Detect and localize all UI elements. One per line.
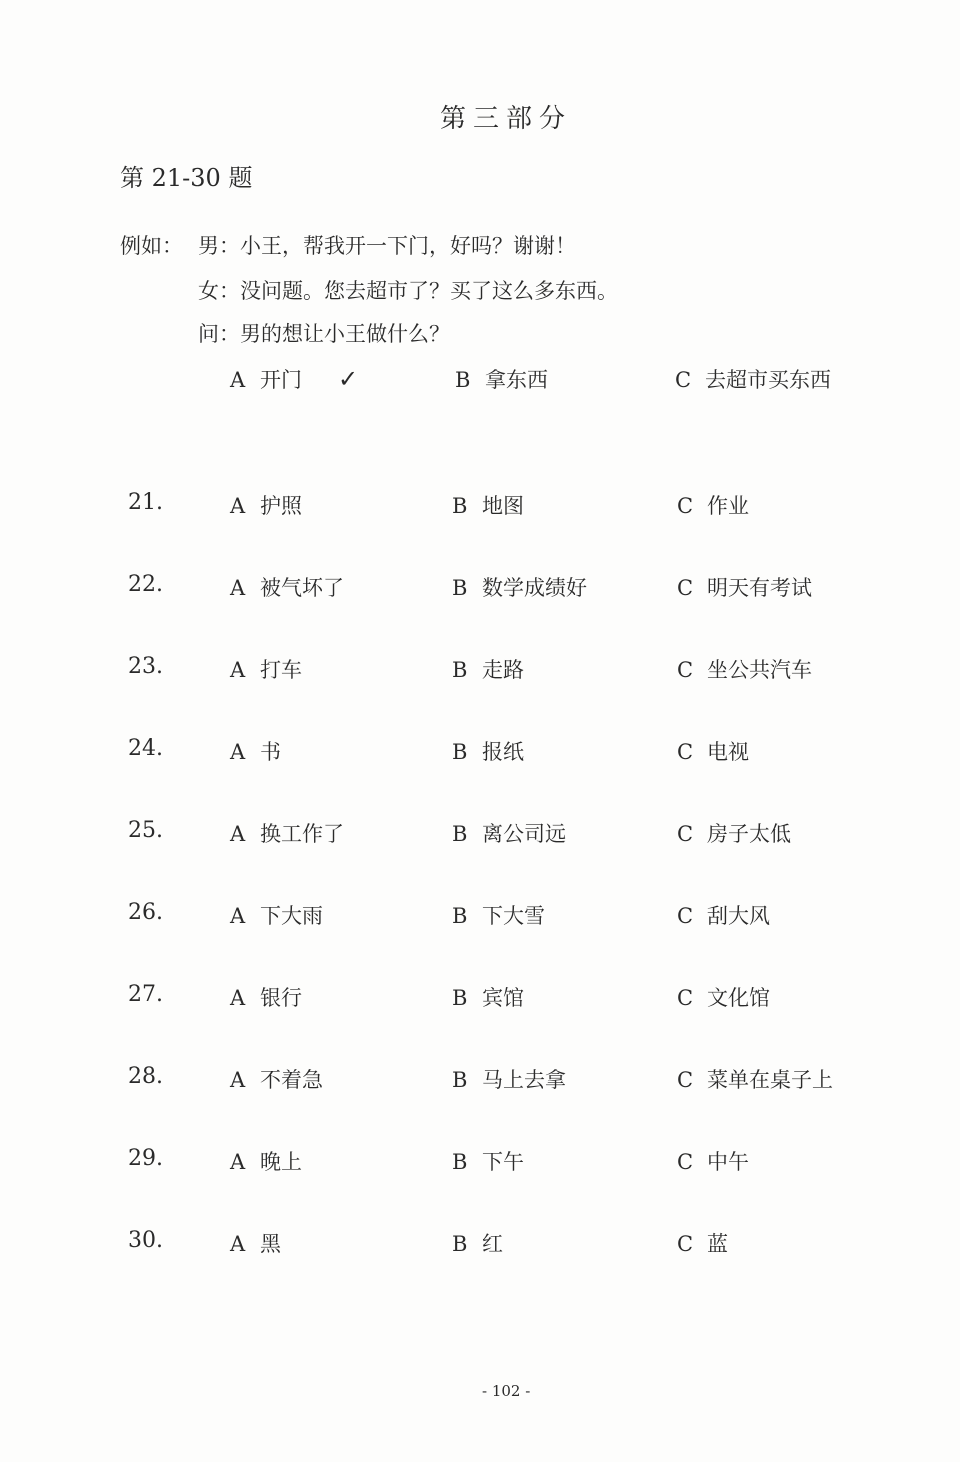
option-letter: B bbox=[452, 1232, 468, 1256]
option-letter: B bbox=[455, 368, 471, 392]
option-text: 被气坏了 bbox=[260, 576, 344, 600]
option-text: 下大雪 bbox=[482, 904, 545, 928]
option-text: 不着急 bbox=[260, 1068, 323, 1092]
option-a bbox=[230, 736, 281, 766]
option-b bbox=[452, 1146, 524, 1176]
option-letter: B bbox=[452, 1150, 468, 1174]
option-text: 宾馆 bbox=[482, 986, 524, 1010]
option-letter: B bbox=[452, 904, 468, 928]
option-text: 银行 bbox=[260, 986, 302, 1010]
option-c bbox=[677, 900, 770, 930]
option-c bbox=[677, 1064, 833, 1094]
option-text: 离公司远 bbox=[482, 822, 566, 846]
option-b bbox=[452, 982, 524, 1012]
option-text: 下午 bbox=[482, 1150, 524, 1174]
option-a bbox=[230, 654, 302, 684]
option-letter: A bbox=[230, 1150, 246, 1174]
option-letter: A bbox=[230, 822, 246, 846]
option-c bbox=[677, 490, 749, 520]
option-c bbox=[677, 818, 791, 848]
option-text: 刮大风 bbox=[707, 904, 770, 928]
option-letter: C bbox=[677, 1232, 694, 1256]
option-letter: C bbox=[677, 658, 694, 682]
option-text: 书 bbox=[260, 740, 281, 764]
question-number: 28. bbox=[128, 1064, 163, 1089]
option-c bbox=[677, 1228, 728, 1258]
option-letter: B bbox=[452, 740, 468, 764]
option-a bbox=[230, 572, 344, 602]
option-letter: A bbox=[230, 904, 246, 928]
option-letter: A bbox=[230, 494, 246, 518]
option-text: 拿东西 bbox=[485, 368, 548, 392]
option-letter: B bbox=[452, 822, 468, 846]
option-b bbox=[452, 818, 566, 848]
option-text: 作业 bbox=[707, 494, 749, 518]
option-c bbox=[677, 572, 812, 602]
option-c bbox=[677, 736, 749, 766]
option-letter: A bbox=[230, 1068, 246, 1092]
question-number: 23. bbox=[128, 654, 163, 679]
option-letter: C bbox=[677, 822, 694, 846]
option-letter: B bbox=[452, 1068, 468, 1092]
example-option-b bbox=[455, 364, 548, 394]
option-text: 去超市买东西 bbox=[705, 368, 831, 392]
option-letter: A bbox=[230, 368, 246, 392]
example-option-c bbox=[675, 364, 831, 394]
question-range: 第 21-30 题 bbox=[120, 164, 253, 192]
example-line-3: 问：男的想让小王做什么？ bbox=[198, 322, 450, 346]
option-letter: B bbox=[452, 658, 468, 682]
option-text: 走路 bbox=[482, 658, 524, 682]
option-text: 马上去拿 bbox=[482, 1068, 566, 1092]
option-letter: C bbox=[677, 740, 694, 764]
option-text: 护照 bbox=[260, 494, 302, 518]
option-a bbox=[230, 982, 302, 1012]
option-a bbox=[230, 818, 344, 848]
option-text: 晚上 bbox=[260, 1150, 302, 1174]
example-line-1: 男：小王，帮我开一下门，好吗？谢谢！ bbox=[198, 234, 576, 258]
option-text: 中午 bbox=[707, 1150, 749, 1174]
option-a bbox=[230, 1064, 323, 1094]
option-letter: C bbox=[677, 494, 694, 518]
question-number: 26. bbox=[128, 900, 163, 925]
option-a bbox=[230, 1228, 281, 1258]
option-text: 明天有考试 bbox=[707, 576, 812, 600]
option-text: 报纸 bbox=[482, 740, 524, 764]
example-line-2: 女：没问题。您去超市了？买了这么多东西。 bbox=[198, 279, 618, 303]
option-letter: B bbox=[452, 576, 468, 600]
option-letter: C bbox=[677, 576, 694, 600]
option-letter: C bbox=[677, 1150, 694, 1174]
option-text: 电视 bbox=[707, 740, 749, 764]
option-b bbox=[452, 736, 524, 766]
option-letter: C bbox=[675, 368, 692, 392]
option-a bbox=[230, 1146, 302, 1176]
option-letter: B bbox=[452, 986, 468, 1010]
example-option-a bbox=[230, 364, 358, 394]
option-letter: C bbox=[677, 904, 694, 928]
option-letter: B bbox=[452, 494, 468, 518]
option-a bbox=[230, 490, 302, 520]
option-text: 数学成绩好 bbox=[482, 576, 587, 600]
option-b bbox=[452, 900, 545, 930]
option-text: 黑 bbox=[260, 1232, 281, 1256]
option-letter: A bbox=[230, 740, 246, 764]
page-number: - 102 - bbox=[482, 1382, 531, 1400]
check-mark-icon: ✓ bbox=[338, 365, 359, 393]
option-letter: C bbox=[677, 986, 694, 1010]
option-text: 房子太低 bbox=[707, 822, 791, 846]
question-number: 29. bbox=[128, 1146, 163, 1171]
option-b bbox=[452, 1064, 566, 1094]
question-number: 25. bbox=[128, 818, 163, 843]
option-letter: C bbox=[677, 1068, 694, 1092]
section-title: 第三部分 bbox=[440, 104, 573, 134]
option-text: 坐公共汽车 bbox=[707, 658, 812, 682]
question-number: 30. bbox=[128, 1228, 163, 1253]
option-b bbox=[452, 490, 524, 520]
option-text: 菜单在桌子上 bbox=[707, 1068, 833, 1092]
option-b bbox=[452, 572, 587, 602]
option-letter: A bbox=[230, 1232, 246, 1256]
question-number: 27. bbox=[128, 982, 163, 1007]
question-number: 24. bbox=[128, 736, 163, 761]
option-letter: A bbox=[230, 576, 246, 600]
option-text: 打车 bbox=[260, 658, 302, 682]
option-b bbox=[452, 654, 524, 684]
option-text: 红 bbox=[482, 1232, 503, 1256]
example-label: 例如： bbox=[120, 234, 183, 258]
option-a bbox=[230, 900, 323, 930]
option-text: 开门 bbox=[260, 368, 302, 392]
option-c bbox=[677, 982, 770, 1012]
option-b bbox=[452, 1228, 503, 1258]
option-letter: A bbox=[230, 658, 246, 682]
option-text: 文化馆 bbox=[707, 986, 770, 1010]
option-c bbox=[677, 654, 812, 684]
option-text: 换工作了 bbox=[260, 822, 344, 846]
question-number: 21. bbox=[128, 490, 163, 515]
option-text: 蓝 bbox=[707, 1232, 728, 1256]
question-number: 22. bbox=[128, 572, 163, 597]
option-letter: A bbox=[230, 986, 246, 1010]
option-text: 地图 bbox=[482, 494, 524, 518]
option-c bbox=[677, 1146, 749, 1176]
option-text: 下大雨 bbox=[260, 904, 323, 928]
